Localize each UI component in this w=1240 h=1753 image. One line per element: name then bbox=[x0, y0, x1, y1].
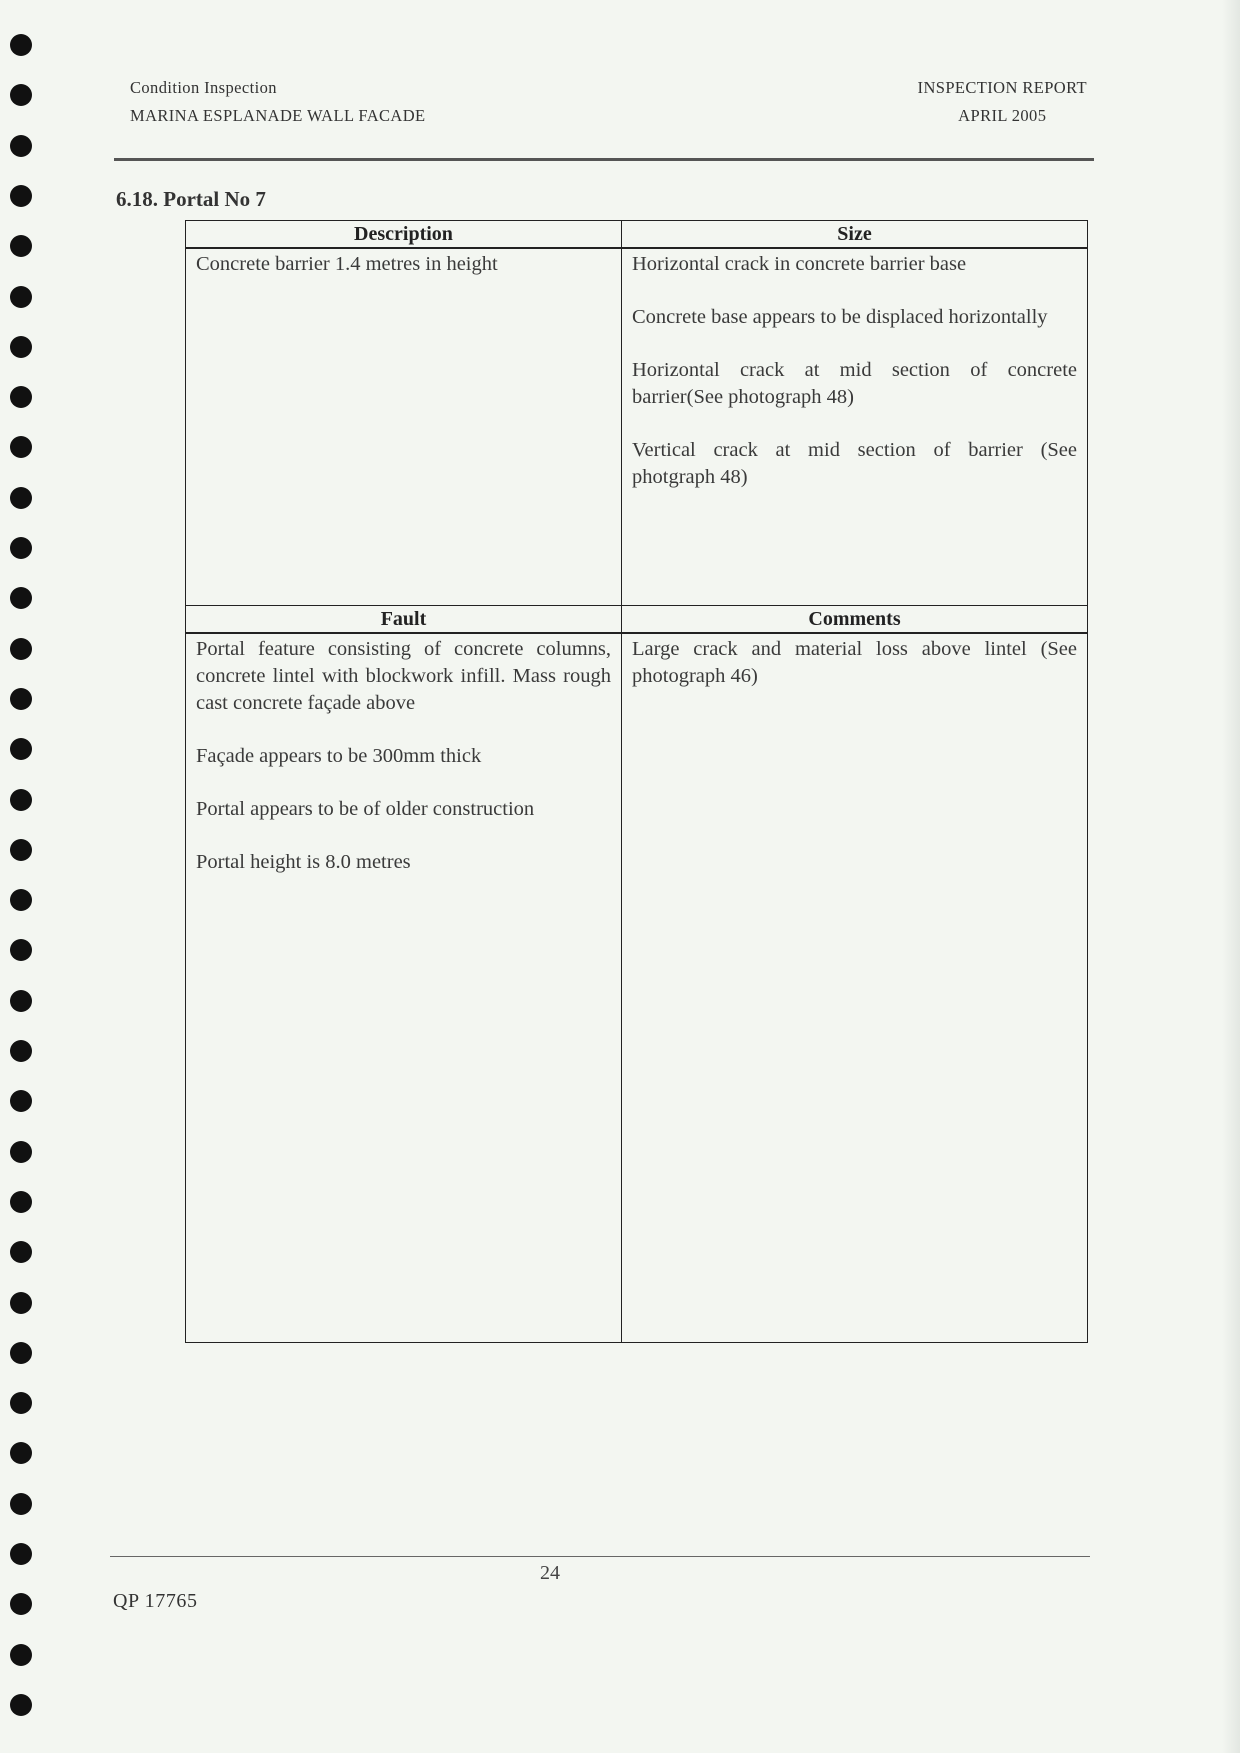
binder-hole bbox=[10, 537, 32, 559]
header-report-type: Condition Inspection bbox=[130, 78, 277, 97]
binder-hole bbox=[10, 789, 32, 811]
binder-hole bbox=[10, 336, 32, 358]
size-paragraph: Horizontal crack at mid section of concrete barrier(See photograph 48) bbox=[632, 359, 1077, 408]
binder-hole bbox=[10, 587, 32, 609]
size-header: Size bbox=[622, 221, 1088, 249]
binder-hole bbox=[10, 1644, 32, 1666]
binder-hole bbox=[10, 1342, 32, 1364]
binder-hole bbox=[10, 286, 32, 308]
binder-hole bbox=[10, 386, 32, 408]
header-left bbox=[130, 74, 426, 130]
header-report-date: APRIL 2005 bbox=[958, 106, 1047, 125]
document-reference: QP 17765 bbox=[113, 1590, 198, 1612]
footer-divider bbox=[110, 1556, 1090, 1557]
binder-hole bbox=[10, 1141, 32, 1163]
binder-hole bbox=[10, 1694, 32, 1716]
binder-hole bbox=[10, 185, 32, 207]
fault-paragraph: Portal height is 8.0 metres bbox=[196, 851, 411, 873]
fault-cell bbox=[186, 633, 622, 1343]
fault-paragraph: Portal appears to be of older construction bbox=[196, 798, 535, 820]
section-title: 6.18. Portal No 7 bbox=[116, 187, 266, 211]
page-number: 24 bbox=[540, 1562, 560, 1584]
fault-paragraph: Façade appears to be 300mm thick bbox=[196, 745, 482, 767]
comments-header: Comments bbox=[622, 606, 1088, 634]
header-right bbox=[918, 74, 1087, 130]
binder-hole bbox=[10, 1493, 32, 1515]
binder-hole bbox=[10, 487, 32, 509]
header-divider bbox=[114, 158, 1094, 161]
binder-hole bbox=[10, 34, 32, 56]
page-edge bbox=[1222, 0, 1240, 1753]
binder-hole bbox=[10, 939, 32, 961]
binder-hole bbox=[10, 839, 32, 861]
binder-hole bbox=[10, 738, 32, 760]
comments-cell bbox=[622, 633, 1088, 1343]
inspection-table bbox=[185, 220, 1088, 1343]
binder-hole bbox=[10, 1593, 32, 1615]
comments-paragraph: Large crack and material loss above lintel (See photograph 46) bbox=[632, 638, 1077, 687]
page-header bbox=[130, 74, 1087, 134]
description-paragraph: Concrete barrier 1.4 metres in height bbox=[196, 253, 498, 275]
binder-hole bbox=[10, 1543, 32, 1565]
binder-hole bbox=[10, 1191, 32, 1213]
binder-hole bbox=[10, 84, 32, 106]
binder-hole bbox=[10, 1241, 32, 1263]
binder-hole bbox=[10, 1392, 32, 1414]
fault-paragraph: Portal feature consisting of concrete columns, concrete lintel with blockwork infill. Mass rough cast concrete façade above bbox=[196, 638, 611, 714]
header-report-title: INSPECTION REPORT bbox=[917, 78, 1087, 97]
binder-hole bbox=[10, 638, 32, 660]
fault-header: Fault bbox=[186, 606, 622, 634]
binder-hole bbox=[10, 1090, 32, 1112]
binder-hole bbox=[10, 1292, 32, 1314]
binder-hole bbox=[10, 235, 32, 257]
binder-hole bbox=[10, 688, 32, 710]
description-header: Description bbox=[186, 221, 622, 249]
header-project-name: MARINA ESPLANADE WALL FACADE bbox=[130, 106, 426, 125]
size-paragraph: Concrete base appears to be displaced horizontally bbox=[632, 306, 1048, 328]
binder-hole bbox=[10, 889, 32, 911]
binder-hole bbox=[10, 436, 32, 458]
binder-hole bbox=[10, 1040, 32, 1062]
size-paragraph: Horizontal crack in concrete barrier base bbox=[632, 253, 967, 275]
description-cell bbox=[186, 248, 622, 606]
binder-hole bbox=[10, 1442, 32, 1464]
size-cell bbox=[622, 248, 1088, 606]
size-paragraph: Vertical crack at mid section of barrier (See photgraph 48) bbox=[632, 439, 1077, 488]
binder-hole bbox=[10, 135, 32, 157]
binder-hole bbox=[10, 990, 32, 1012]
